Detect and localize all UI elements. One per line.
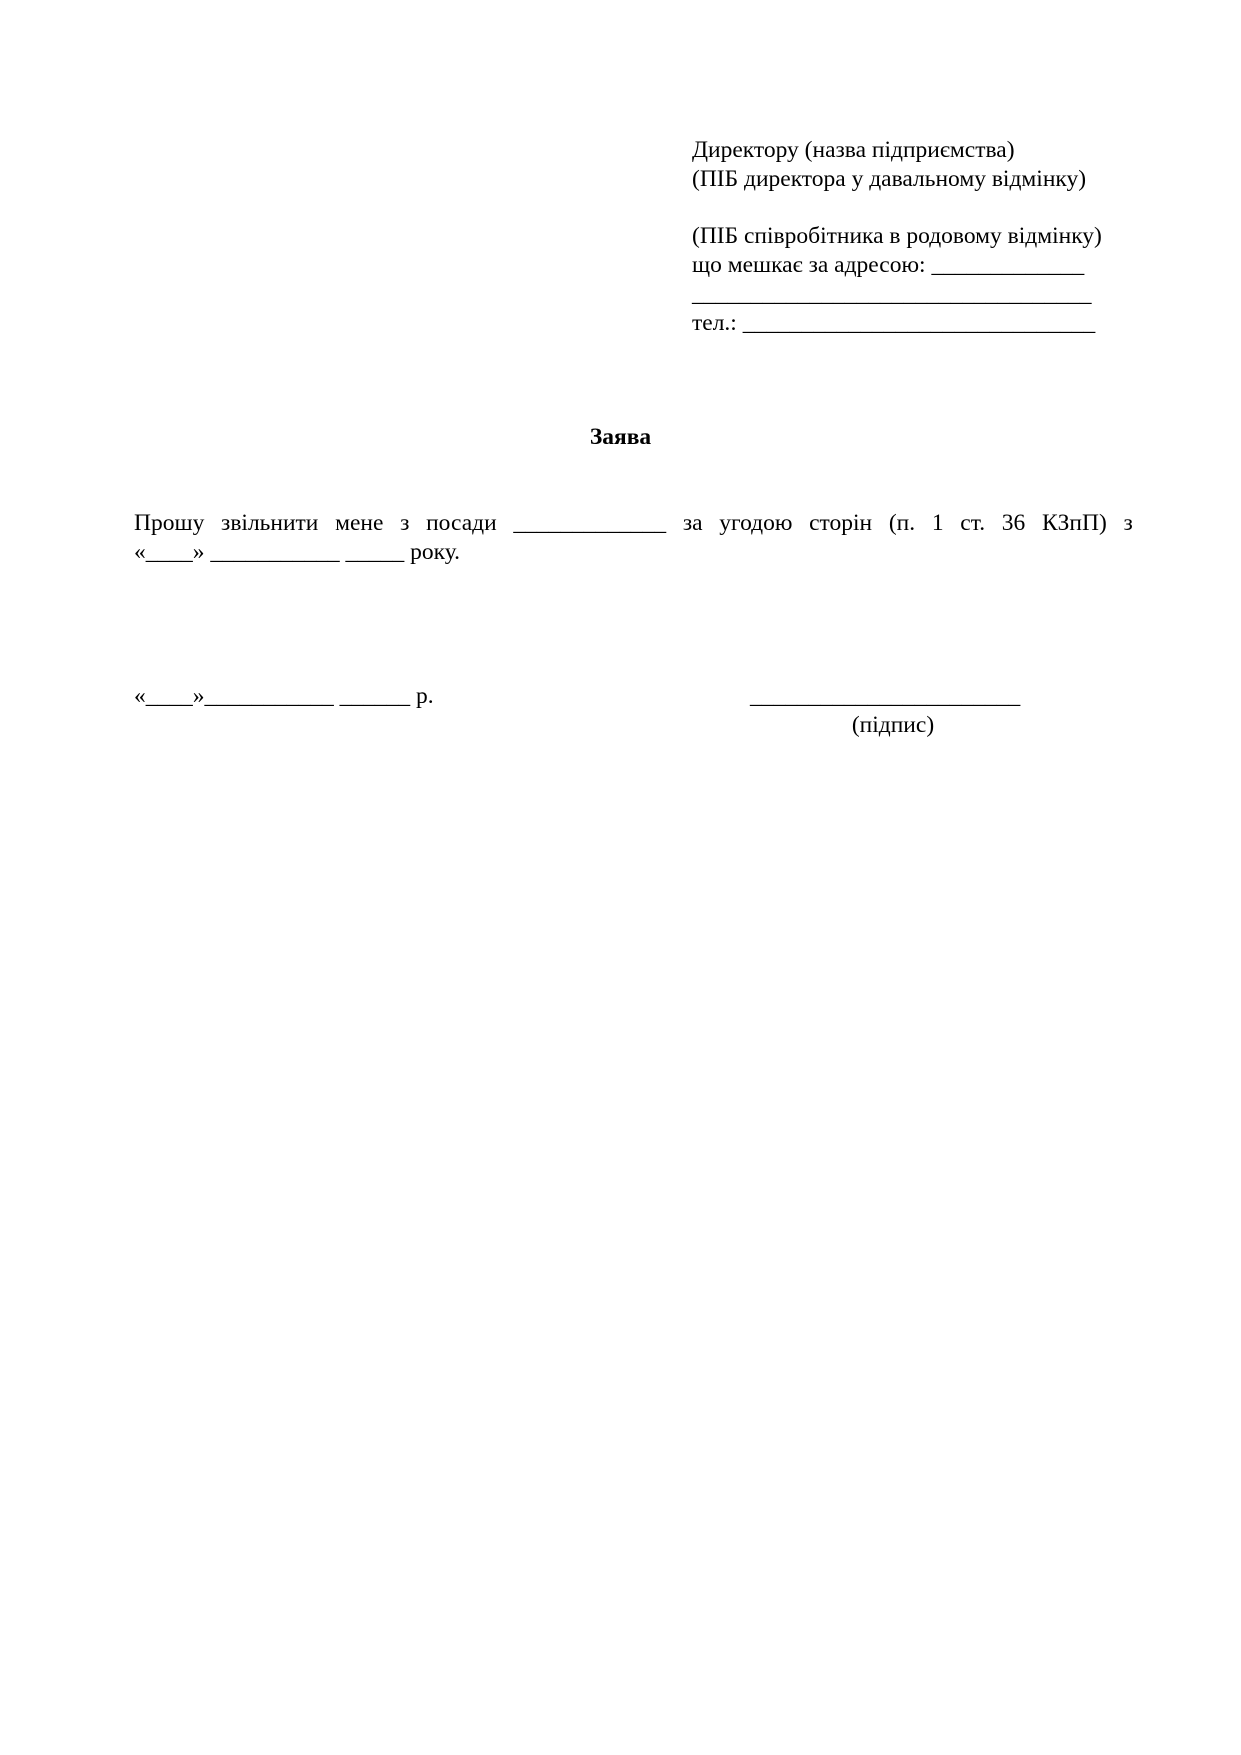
request-word: 1 <box>931 510 944 536</box>
request-word: (п. <box>888 510 916 536</box>
addressee-phone: тел.: ______________________________ <box>692 310 1096 336</box>
addressee-employee-name: (ПІБ співробітника в родовому відмінку) <box>692 223 1102 249</box>
request-word: Прошу <box>134 510 205 536</box>
addressee-address-continued: __________________________________ <box>692 281 1092 307</box>
request-word: звільнити <box>221 510 319 536</box>
signature-line: _______________________ <box>750 683 1021 709</box>
signature-caption: (підпис) <box>851 712 935 738</box>
position-blank: _____________ <box>513 510 667 536</box>
request-word: ст. <box>960 510 986 536</box>
addressee-address: що мешкає за адресою: _____________ <box>692 252 1085 278</box>
request-word: з <box>1123 510 1133 536</box>
request-word: з <box>400 510 410 536</box>
request-text-line-2: «____» ___________ _____ року. <box>134 539 460 565</box>
request-word: 36 <box>1001 510 1026 536</box>
application-date: «____»___________ ______ р. <box>134 683 434 709</box>
document-title: Заява <box>589 424 652 450</box>
request-word: за <box>682 510 703 536</box>
request-text-line-1 <box>134 509 1133 538</box>
request-word: посади <box>426 510 497 536</box>
addressee-director-name: (ПІБ директора у давальному відмінку) <box>692 166 1087 192</box>
request-word: сторін <box>809 510 873 536</box>
request-word: угодою <box>719 510 793 536</box>
addressee-director: Директору (назва підприємства) <box>692 137 1015 163</box>
request-word: КЗпП) <box>1041 510 1107 536</box>
request-word: мене <box>335 510 384 536</box>
